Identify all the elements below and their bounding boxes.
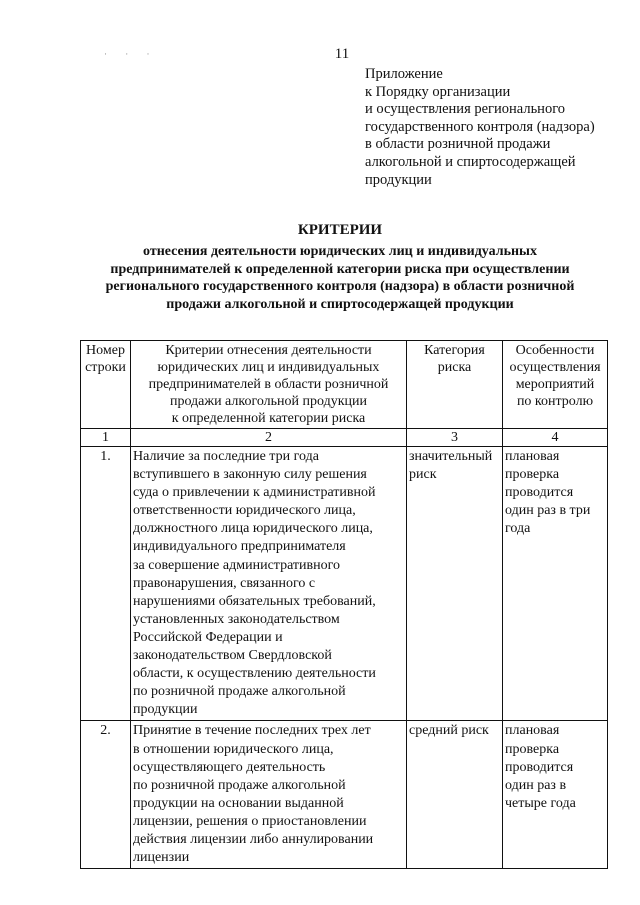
header-line: строки — [85, 360, 126, 375]
features-line: проверка — [505, 741, 560, 757]
header-line: риска — [437, 360, 472, 375]
features-line: проводится — [505, 485, 574, 501]
criteria-line: продукции — [133, 702, 198, 718]
criteria-line: нарушениями обязательных требований, — [133, 593, 376, 609]
row-criteria — [131, 721, 407, 869]
column-number: 2 — [131, 429, 407, 447]
header-line: продажи алкогольной продукции — [169, 394, 368, 409]
criteria-line: Российской Федерации и — [133, 629, 283, 645]
row-control-features — [503, 447, 608, 721]
header-line: Категория — [424, 343, 485, 358]
subtitle-line: регионального государственного контроля (надзора) в области розничной — [105, 279, 575, 295]
criteria-line: области, к осуществлению деятельности — [133, 666, 376, 682]
criteria-line: продукции на основании выданной — [133, 795, 344, 811]
appendix-line: Приложение — [365, 66, 443, 82]
header-line: мероприятий — [515, 377, 595, 392]
criteria-line: Принятие в течение последних трех лет — [133, 723, 371, 739]
criteria-table — [80, 340, 608, 869]
row-risk-category — [407, 721, 503, 869]
appendix-line: и осуществления регионального — [365, 101, 566, 118]
header-line: Номер — [86, 343, 125, 358]
table-header-row — [81, 341, 608, 429]
features-line: года — [505, 521, 531, 537]
criteria-line: осуществляющего деятельность — [133, 759, 326, 775]
features-line: один раз в три — [505, 503, 591, 519]
criteria-line: ответственности юридического лица, — [133, 503, 356, 519]
header-line: юридических лиц и индивидуальных — [157, 360, 380, 375]
header-line: к определенной категории риска — [171, 411, 366, 426]
column-number: 3 — [407, 429, 503, 447]
scan-artifact-dots: · · · — [104, 49, 158, 59]
criteria-line: лицензии — [133, 850, 190, 866]
features-line: проводится — [505, 759, 574, 775]
appendix-line: к Порядку организации — [365, 83, 511, 100]
features-line: один раз в — [505, 777, 567, 793]
header-row-number — [81, 341, 131, 429]
features-line: плановая — [505, 449, 560, 464]
criteria-line: по розничной продаже алкогольной — [133, 684, 346, 700]
criteria-line: правонарушения, связанного с — [133, 575, 316, 591]
features-line: плановая — [505, 723, 560, 739]
header-risk-category — [407, 341, 503, 429]
appendix-line: в области розничной продажи — [365, 136, 551, 153]
criteria-line: установленных законодательством — [133, 611, 340, 627]
header-line: предпринимателей в области розничной — [148, 377, 389, 392]
criteria-line: индивидуального предпринимателя — [133, 539, 346, 555]
category-line: значительный — [409, 449, 493, 464]
header-line: Особенности — [515, 343, 595, 358]
criteria-line: законодательством Свердловской — [133, 648, 332, 664]
column-number: 4 — [503, 429, 608, 447]
row-number: 1. — [81, 447, 131, 721]
features-line: четыре года — [505, 795, 576, 811]
document-title-block — [60, 222, 620, 313]
column-number: 1 — [81, 429, 131, 447]
features-line: проверка — [505, 467, 560, 483]
appendix-line: продукции — [365, 171, 432, 188]
appendix-note — [365, 66, 635, 189]
row-control-features — [503, 721, 608, 869]
header-line: осуществления — [509, 360, 601, 375]
category-line: риск — [409, 467, 437, 483]
page-number: 11 — [334, 46, 350, 62]
criteria-line: лицензии, решения о приостановлении — [133, 813, 367, 829]
criteria-line: должностного лица юридического лица, — [133, 521, 373, 537]
row-risk-category — [407, 447, 503, 721]
criteria-line: за совершение административного — [133, 557, 341, 573]
appendix-line: государственного контроля (надзора) — [365, 118, 595, 135]
document-title: КРИТЕРИИ — [297, 222, 383, 238]
header-criteria — [131, 341, 407, 429]
row-criteria — [131, 447, 407, 721]
criteria-line: действия лицензии либо аннулировании — [133, 831, 374, 847]
criteria-line: Наличие за последние три года — [133, 449, 319, 464]
subtitle-line: продажи алкогольной и спиртосодержащей продукции — [166, 296, 514, 312]
table-row — [81, 721, 608, 869]
header-line: Критерии отнесения деятельности — [165, 343, 372, 358]
appendix-line: алкогольной и спиртосодержащей — [365, 153, 576, 170]
row-number: 2. — [81, 721, 131, 869]
criteria-line: в отношении юридического лица, — [133, 741, 334, 757]
subtitle-line: отнесения деятельности юридических лиц и индивидуальных — [143, 244, 537, 259]
subtitle-line: предпринимателей к определенной категории риска при осуществлении — [110, 261, 570, 277]
document-subtitle — [60, 243, 620, 313]
criteria-line: вступившего в законную силу решения — [133, 467, 367, 483]
column-number-row — [81, 429, 608, 447]
criteria-line: суда о привлечении к административной — [133, 485, 376, 501]
header-control-features — [503, 341, 608, 429]
criteria-line: по розничной продаже алкогольной — [133, 777, 346, 793]
header-line: по контролю — [516, 394, 594, 409]
category-line: средний риск — [409, 723, 489, 739]
table-row — [81, 447, 608, 721]
